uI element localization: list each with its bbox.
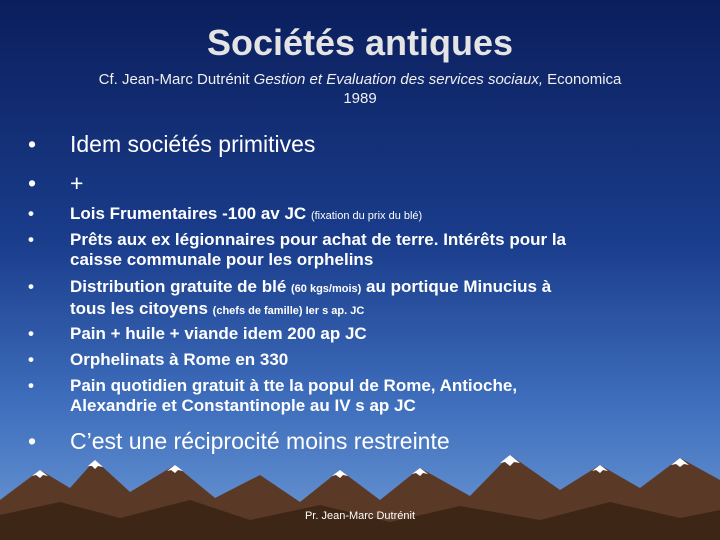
bullet-text: Orphelinats à Rome en 330 [70, 350, 289, 369]
bullet-reciprocite: • C’est une réciprocité moins restreinte [28, 428, 450, 454]
bullet-pain-huile: • Pain + huile + viande idem 200 ap JC [28, 324, 367, 343]
subtitle-year: 1989 [343, 90, 377, 107]
bullet-text: + [70, 170, 84, 196]
bullet-text: Pain quotidien gratuit à tte la popul de Rome, Antioche, [70, 376, 518, 395]
bullet-prets: • Prêts aux ex légionnaires pour achat de terre. Intérêts pour la caisse communale pour les orphelins [28, 230, 566, 269]
bullet-note: (60 kgs/mois) [291, 283, 362, 295]
bullet-orphelinats: • Orphelinats à Rome en 330 [28, 350, 289, 369]
slide-subtitle [60, 70, 660, 108]
bullet-text: Pain + huile + viande idem 200 ap JC [70, 324, 367, 343]
bullet-pain-quotidien: • Pain quotidien gratuit à tte la popul de Rome, Antioche, Alexandrie et Constantinople au IV s ap JC [28, 376, 518, 415]
bullet-text: C’est une réciprocité moins restreinte [70, 428, 450, 454]
bullet-primitive: • Idem sociétés primitives [28, 131, 316, 157]
subtitle-prefix: Cf. Jean-Marc Dutrénit [98, 71, 254, 88]
bullet-text-continued: Alexandrie et Constantinople au IV s ap JC [70, 396, 416, 415]
bullet-text: Distribution gratuite de blé [70, 277, 292, 296]
bullet-note: (fixation du prix du blé) [310, 210, 423, 222]
bullet-text: Lois Frumentaires -100 av JC [70, 204, 311, 223]
bullet-text-continued: caisse communale pour les orphelins [70, 250, 374, 269]
mountains-illustration [0, 430, 720, 540]
bullet-text-continued: tous les citoyens [70, 299, 213, 318]
subtitle-suffix: Economica [543, 71, 622, 88]
bullet-lois-frumentaires: • Lois Frumentaires -100 av JC (fixation du prix du blé) [28, 204, 423, 223]
footer-author: Pr. Jean-Marc Dutrénit [304, 510, 416, 522]
bullet-text-tail: au portique Minucius à [361, 277, 552, 296]
subtitle-book-title: Gestion et Evaluation des services sociaux, [253, 71, 543, 88]
bullet-distribution: • Distribution gratuite de blé (60 kgs/mois) au portique Minucius à tous les citoyens (chefs de famille) Ier s ap. JC [28, 277, 552, 318]
bullet-text: Idem sociétés primitives [70, 131, 316, 157]
bullet-note-2: (chefs de famille) Ier s ap. JC [212, 305, 365, 317]
bullet-plus: • + [28, 170, 84, 196]
bullet-text: Prêts aux ex légionnaires pour achat de terre. Intérêts pour la [70, 230, 566, 249]
slide-title: Sociétés antiques [206, 22, 514, 63]
